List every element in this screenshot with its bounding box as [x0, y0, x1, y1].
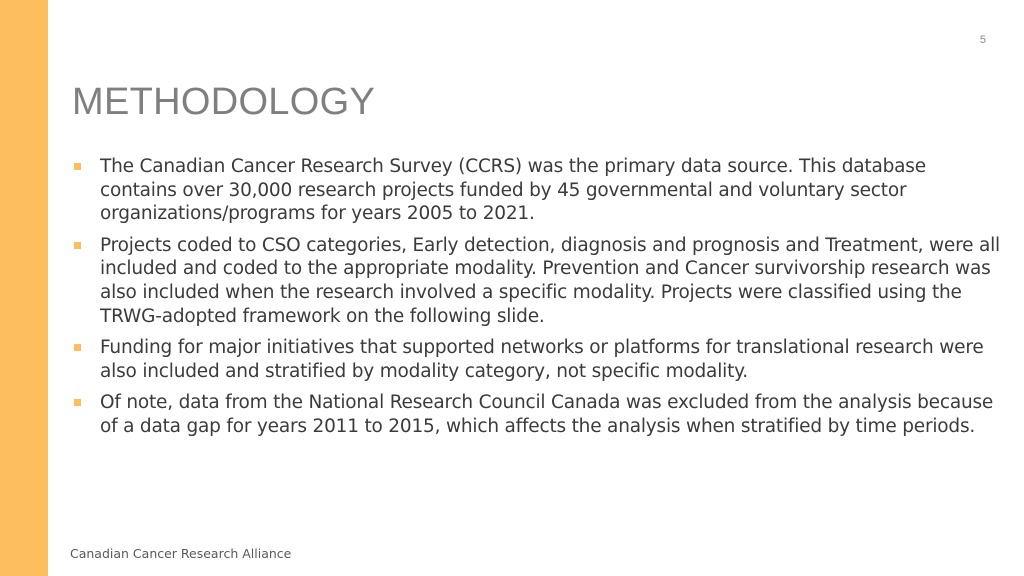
square-bullet-icon [74, 399, 81, 406]
footer-organization: Canadian Cancer Research Alliance [70, 546, 292, 561]
bullet-item [72, 234, 1002, 328]
bullet-item [72, 391, 1002, 438]
bullet-item [72, 336, 1002, 383]
bullet-item [72, 155, 1002, 226]
slide-number: 5 [979, 34, 986, 46]
bullet-list [72, 155, 1002, 447]
slide-title: METHODOLOGY [72, 81, 376, 123]
square-bullet-icon [74, 163, 81, 170]
square-bullet-icon [74, 344, 81, 351]
bullet-text: Funding for major initiatives that supported networks or platforms for translational research were also included and stratified by modality category, not specific modality. [100, 337, 984, 382]
bullet-text: Of note, data from the National Research Council Canada was excluded from the analysis because of a data gap for years 2011 to 2015, which affects the analysis when stratified by time periods. [100, 392, 994, 437]
square-bullet-icon [74, 242, 81, 249]
bullet-text: The Canadian Cancer Research Survey (CCRS) was the primary data source. This database contains over 30,000 research projects funded by 45 governmental and voluntary sector organizations/programs for years 2005 to 2021. [100, 156, 926, 225]
accent-bar [0, 0, 48, 576]
bullet-text: Projects coded to CSO categories, Early detection, diagnosis and prognosis and Treatment, were all included and coded to the appropriate modality. Prevention and Cancer survivorship research was also included when the research involved a specific modality. Projects were classified using the TRWG-adopted framework on the following slide. [100, 234, 1000, 327]
